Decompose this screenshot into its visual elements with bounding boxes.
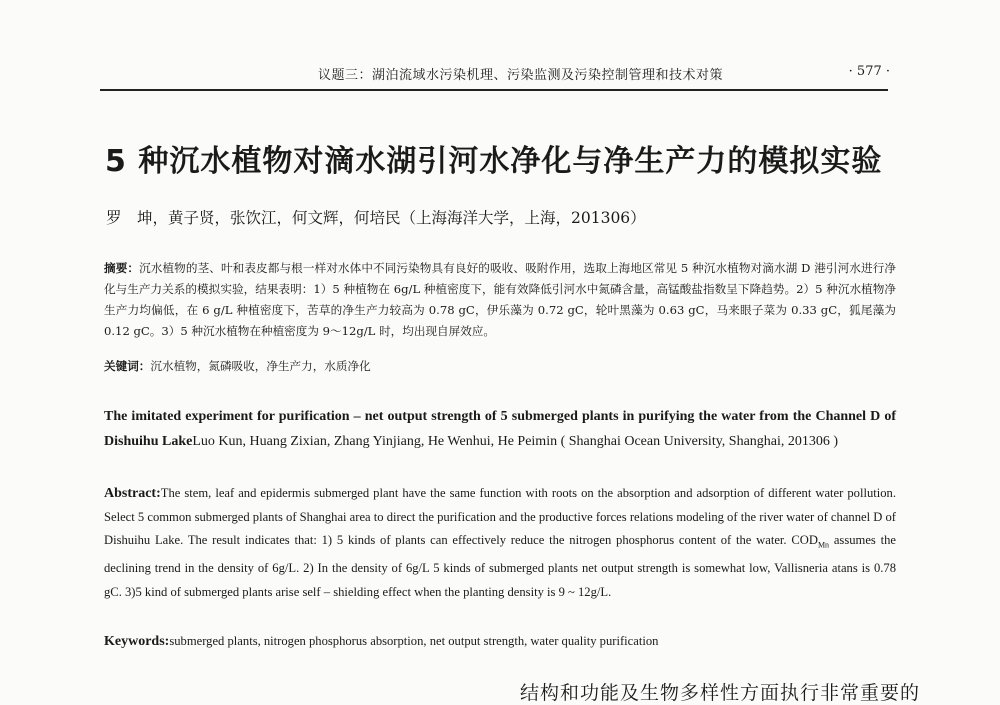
english-abstract — [104, 482, 896, 604]
next-section-text-cutoff: 结构和功能及生物多样性方面执行非常重要的 — [520, 682, 921, 704]
paper-title: 5 种沉水植物对滴水湖引河水净化与净生产力的模拟实验 — [105, 144, 883, 179]
keywords-text: 沉水植物，氮磷吸收，净生产力，水质净化 — [150, 359, 371, 373]
abstract-text: 沉水植物的茎、叶和表皮都与根一样对水体中不同污染物具有良好的吸收、吸附作用，选取上海地区常见 5 种沉水植物对滴水湖 D 港引河水进行净化与生产力关系的模拟实验，结果表明：1）5 种植物在 6g/L 种植密度下，能有效降低引河水中氮磷含量，高锰酸盐指数呈下降趋势。2）5 种沉水植物净生产力均偏低，在 6 g/L 种植密度下，苦草的净生产力较高为 0.78 gC，伊乐藻为 0.72 gC，轮叶黑藻为 0.63 gC，马来眼子菜为 0.33 gC，狐尾藻为 0.12 gC。3）5 种沉水植物在种植密度为 9～12g/L 时，均出现自屏效应。 — [104, 261, 896, 338]
english-abstract-text: The stem, leaf and epidermis submerged plant have the same function with roots on the absorption and adsorption of different water pollution. Select 5 common submerged plants of Shanghai area to direct the purification and the productive forces relations modeling of the river water of channel D of Dishuihu Lake. The result indicates that: 1) 5 kinds of plants can effectively reduce the nitrogen phosphorus content of the water. COD — [104, 486, 896, 547]
page-number: · 577 · — [848, 64, 890, 79]
english-keywords — [104, 634, 896, 650]
abstract-label: 摘要： — [104, 261, 140, 275]
english-title-block — [104, 404, 896, 454]
english-abstract-label: Abstract: — [104, 486, 161, 501]
author-line: 罗 坤，黄子贤，张饮江，何文辉，何培民（上海海洋大学，上海，201306） — [106, 209, 646, 227]
cod-subscript: Mn — [817, 540, 830, 550]
chinese-keywords — [104, 358, 896, 374]
chinese-abstract — [104, 258, 896, 342]
keywords-label: 关键词： — [104, 359, 151, 373]
header-rule — [100, 89, 888, 91]
english-abstract-text-continued: assumes the declining trend in the density of 6g/L. 2) In the density of 6g/L 5 kinds of submerged plants net output strength is somewhat low, Vallisneria atans is 0.78 gC. 3)5 kind of submerged plants arise self – shielding effect when the planting density is 9 ~ 12g/L. — [104, 533, 896, 599]
english-keywords-label: Keywords: — [104, 634, 170, 649]
running-header: 议题三：湖泊流域水污染机理、污染监测及污染控制管理和技术对策 — [318, 68, 724, 83]
english-title: The imitated experiment for purification – net output strength of 5 submerged plants in purifying the water from the Channel D of Dishuihu Lake — [104, 409, 896, 449]
english-keywords-text: submerged plants, nitrogen phosphorus absorption, net output strength, water quality purification — [169, 634, 659, 648]
english-authors: Luo Kun, Huang Zixian, Zhang Yinjiang, He Wenhui, He Peimin ( Shanghai Ocean University, Shanghai, 201306 ) — [192, 434, 839, 449]
